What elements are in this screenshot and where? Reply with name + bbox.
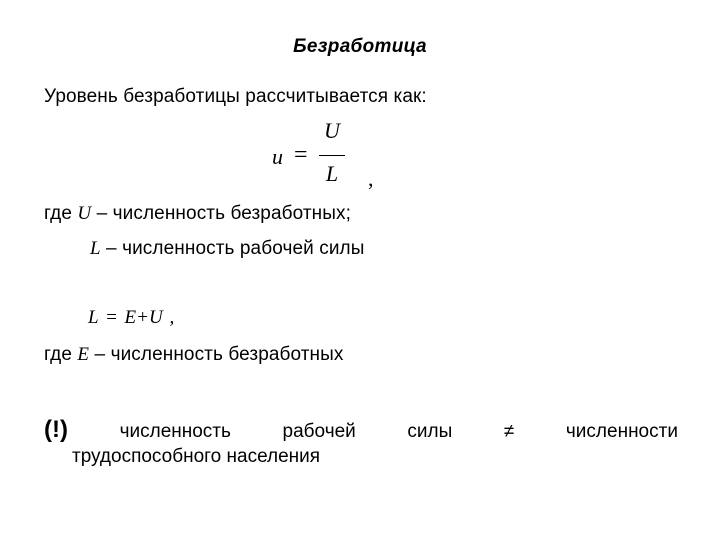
labor-force-formula: L = E+U , (88, 307, 175, 328)
note-word: рабочей (282, 421, 356, 442)
symbol-l: L (90, 238, 101, 259)
formula-lhs: u (272, 144, 283, 169)
slide-title: Безработица (293, 36, 427, 57)
note-word: силы (407, 421, 453, 442)
definition-u (44, 203, 351, 225)
definition-text: – численность безработных; (91, 203, 351, 224)
fraction-bar (319, 155, 345, 156)
definition-l (90, 238, 364, 260)
note-mark: (!) (44, 416, 68, 443)
symbol-e: E (77, 344, 90, 365)
note-word: численность (119, 421, 231, 442)
formula-numerator: U (324, 118, 340, 143)
symbol-u: U (77, 203, 92, 224)
note-word: численности (565, 421, 678, 442)
definition-text: – численность безработных (89, 344, 344, 365)
formula-equals: = (294, 142, 308, 168)
unemployment-rate-formula (272, 118, 392, 198)
intro-text: Уровень безработицы рассчитывается как: (44, 86, 427, 107)
note-block (44, 416, 678, 468)
note-line-1 (44, 416, 678, 444)
definition-e (44, 344, 344, 366)
formula-comma: , (368, 166, 374, 191)
not-equal-sign: ≠ (503, 421, 515, 442)
definition-prefix: где (44, 344, 78, 365)
formula-denominator: L (325, 161, 339, 186)
note-line-2: трудоспособного населения (72, 446, 321, 467)
definition-text: – численность рабочей силы (100, 238, 365, 259)
definition-prefix: где (44, 203, 78, 224)
